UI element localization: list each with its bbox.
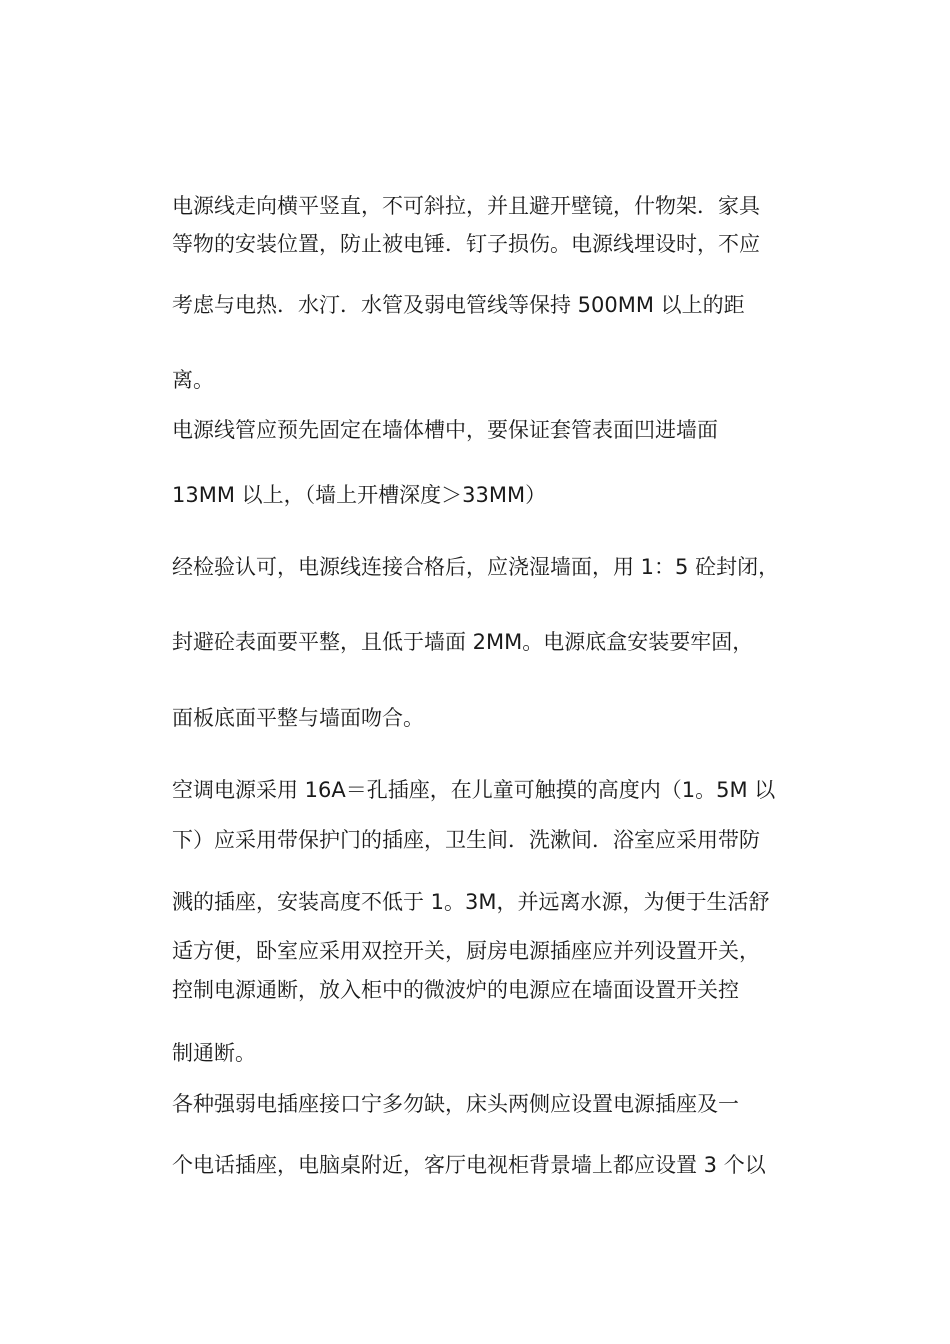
- text-line: 经检验认可，电源线连接合格后，应浇湿墙面，用 1：5 砼封闭，: [172, 555, 780, 579]
- text-line: 13MM 以上，（墙上开槽深度＞33MM）: [172, 483, 547, 507]
- text-line: 封避砼表面要平整，且低于墙面 2MM。电源底盒安装要牢固，: [172, 630, 754, 654]
- text-line: 等物的安装位置，防止被电锤．钉子损伤。电源线埋设时，不应: [172, 232, 760, 256]
- text-line: 下）应采用带保护门的插座，卫生间．洗漱间．浴室应采用带防: [172, 828, 760, 852]
- text-line: 个电话插座，电脑桌附近，客厅电视柜背景墙上都应设置 3 个以: [172, 1153, 766, 1177]
- text-line: 制通断。: [172, 1041, 256, 1065]
- text-line: 溅的插座，安装高度不低于 1。3M，并远离水源，为便于生活舒: [172, 890, 770, 914]
- text-line: 控制电源通断，放入柜中的微波炉的电源应在墙面设置开关控: [172, 978, 739, 1002]
- text-line: 各种强弱电插座接口宁多勿缺，床头两侧应设置电源插座及一: [172, 1092, 739, 1116]
- text-line: 考虑与电热．水汀．水管及弱电管线等保持 500MM 以上的距: [172, 293, 745, 317]
- text-line: 电源线管应预先固定在墙体槽中，要保证套管表面凹进墙面: [172, 418, 718, 442]
- text-line: 空调电源采用 16A＝孔插座，在儿童可触摸的高度内（1。5M 以: [172, 778, 776, 802]
- text-line: 适方便，卧室应采用双控开关，厨房电源插座应并列设置开关，: [172, 939, 760, 963]
- text-line: 电源线走向横平竖直，不可斜拉，并且避开壁镜，什物架．家具: [172, 194, 760, 218]
- text-line: 离。: [172, 368, 214, 392]
- text-line: 面板底面平整与墙面吻合。: [172, 706, 424, 730]
